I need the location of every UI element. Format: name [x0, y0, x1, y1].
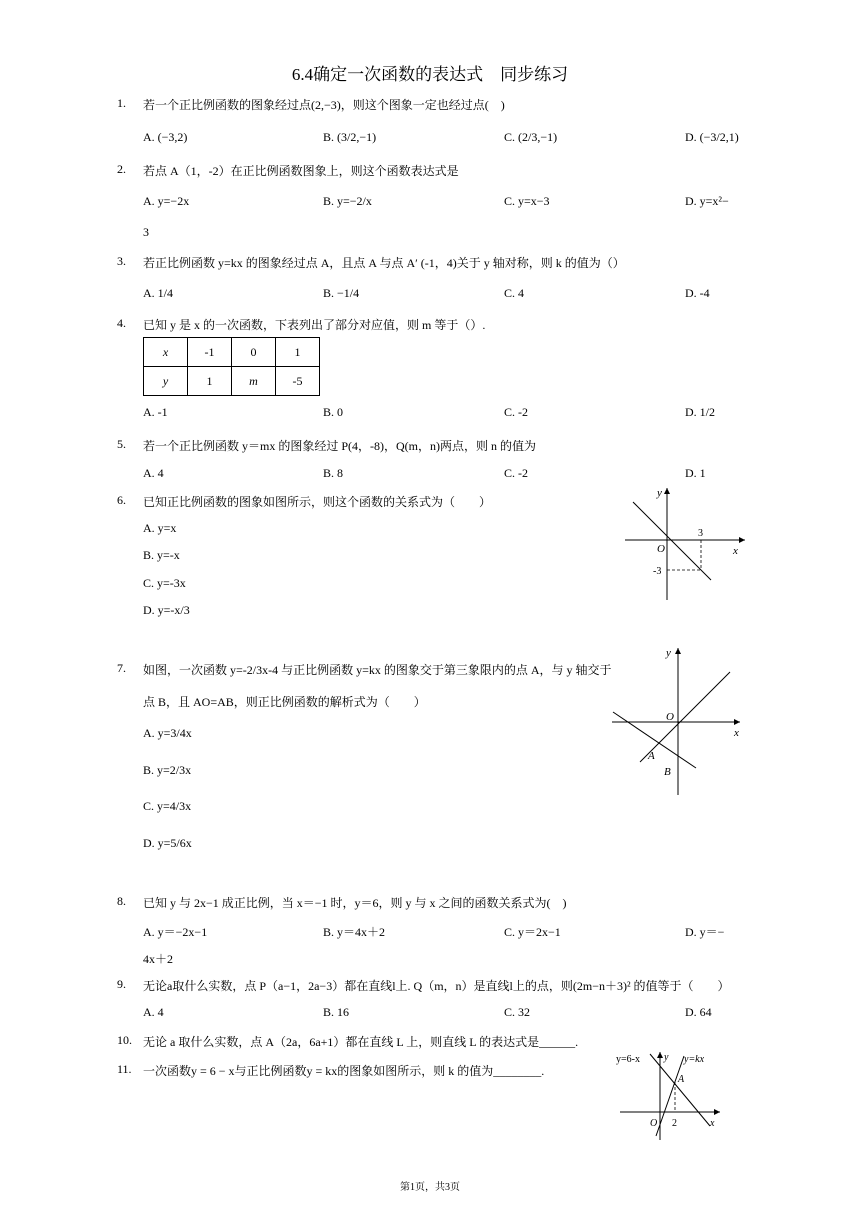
question-text: 无论 a 取什么实数，点 A（2a，6a+1）都在直线 L 上，则直线 L 的表达式是______.	[143, 1035, 579, 1049]
line-label: y=kx	[684, 1054, 705, 1065]
option-b: B. −1/4	[323, 286, 360, 300]
option-b: B. y=−2/x	[323, 194, 372, 208]
question-number: 11.	[117, 1062, 132, 1076]
question-number: 5.	[117, 437, 126, 451]
table-row	[144, 367, 320, 396]
line-label: y=6-x	[616, 1054, 640, 1065]
tick-label: 3	[698, 528, 703, 539]
option-d: D. y=x²−	[685, 194, 729, 208]
question-text: 若一个正比例函数的图象经过点(2,−3)，则这个图象一定也经过点( )	[143, 98, 505, 112]
option-b: B. 0	[323, 405, 344, 419]
option-d: D. 1	[685, 466, 706, 480]
table-cell: -1	[188, 338, 232, 367]
option-a: A. y=−2x	[143, 194, 190, 208]
question-text-continued: 点 B，且 AO=AB，则正比例函数的解析式为（ ）	[143, 695, 426, 709]
option-a: A. y=x	[143, 521, 177, 535]
option-a: A. 4	[143, 466, 164, 480]
option-d: D. 64	[685, 1005, 712, 1019]
axis-label-y: y	[657, 487, 662, 499]
q11-graph	[614, 1048, 724, 1143]
option-wrap: 3	[143, 225, 149, 239]
page-footer: 第1页，共3页	[400, 1182, 460, 1193]
option-c: C. y=x−3	[504, 194, 550, 208]
table-cell: m	[232, 367, 276, 396]
q7-graph	[608, 640, 748, 800]
origin-label: O	[666, 711, 674, 723]
table-cell: 0	[232, 338, 276, 367]
option-a: A. y=3/4x	[143, 726, 192, 740]
option-c: C. (2/3,−1)	[504, 130, 558, 144]
option-b: B. 8	[323, 466, 344, 480]
option-c: C. -2	[504, 466, 528, 480]
page-title: 6.4确定一次函数的表达式 同步练习	[291, 65, 569, 84]
option-b: B. y=-x	[143, 548, 180, 562]
axis-label-x: x	[710, 1118, 715, 1129]
question-text: 已知正比例函数的图象如图所示，则这个函数的关系式为（ ）	[143, 495, 492, 509]
option-d: D. y=-x/3	[143, 603, 190, 617]
axis-label-x: x	[733, 545, 738, 557]
question-number: 1.	[117, 96, 126, 110]
value-table	[143, 337, 320, 396]
table-row	[144, 338, 320, 367]
origin-label: O	[650, 1118, 658, 1129]
question-text: 一次函数y = 6 − x与正比例函数y = kx的图象如图所示，则 k 的值为________.	[143, 1064, 545, 1078]
option-b: B. (3/2,−1)	[323, 130, 377, 144]
tick-label: -3	[653, 566, 662, 577]
question-number: 3.	[117, 254, 126, 268]
origin-label: O	[657, 543, 665, 555]
option-d: D. y＝−	[685, 925, 725, 939]
question-text: 无论a取什么实数，点 P（a−1，2a−3）都在直线l上. Q（m，n）是直线l上的点，则(2m−n＋3)² 的值等于（ ）	[143, 979, 730, 993]
option-b: B. 16	[323, 1005, 350, 1019]
point-label-b: B	[664, 766, 671, 778]
question-number: 8.	[117, 894, 126, 908]
question-number: 6.	[117, 493, 126, 507]
option-a: A. 4	[143, 1005, 164, 1019]
question-number: 10.	[117, 1033, 132, 1047]
question-text: 已知 y 与 2x−1 成正比例，当 x＝−1 时，y＝6，则 y 与 x 之间的函数关系式为( )	[143, 896, 567, 910]
option-c: C. 4	[504, 286, 525, 300]
option-c: C. 32	[504, 1005, 531, 1019]
option-a: A. (−3,2)	[143, 130, 188, 144]
question-text: 若一个正比例函数 y＝mx 的图象经过 P(4，-8)，Q(m，n)两点，则 n 的值为	[143, 439, 536, 453]
table-cell: y	[144, 367, 188, 396]
option-c: C. -2	[504, 405, 528, 419]
table-cell: 1	[276, 338, 320, 367]
point-label-a: A	[678, 1074, 685, 1085]
option-wrap: 4x＋2	[143, 952, 174, 966]
point-label-a: A	[648, 750, 655, 762]
question-number: 7.	[117, 661, 126, 675]
option-c: C. y=-3x	[143, 576, 186, 590]
question-number: 2.	[117, 162, 126, 176]
option-d: D. 1/2	[685, 405, 715, 419]
table-cell: x	[144, 338, 188, 367]
table-cell: 1	[188, 367, 232, 396]
table-cell: -5	[276, 367, 320, 396]
option-a: A. -1	[143, 405, 168, 419]
question-number: 9.	[117, 977, 126, 991]
option-c: C. y=4/3x	[143, 799, 192, 813]
axis-label-y: y	[666, 647, 671, 659]
option-a: A. y＝−2x−1	[143, 925, 208, 939]
axis-label-y: y	[664, 1052, 669, 1063]
axis-label-x: x	[734, 727, 739, 739]
option-b: B. y=2/3x	[143, 763, 192, 777]
option-a: A. 1/4	[143, 286, 173, 300]
option-d: D. (−3/2,1)	[685, 130, 739, 144]
question-text: 若点 A（1，-2）在正比例函数图象上，则这个函数表达式是	[143, 164, 459, 178]
option-d: D. -4	[685, 286, 710, 300]
option-c: C. y＝2x−1	[504, 925, 561, 939]
q6-graph	[615, 480, 755, 605]
question-number: 4.	[117, 316, 126, 330]
question-text: 已知 y 是 x 的一次函数，下表列出了部分对应值，则 m 等于（）.	[143, 318, 486, 332]
option-d: D. y=5/6x	[143, 836, 192, 850]
question-text: 若正比例函数 y=kx 的图象经过点 A，且点 A 与点 A′ (-1，4)关于 y 轴对称，则 k 的值为（）	[143, 256, 625, 270]
tick-label: 2	[672, 1118, 677, 1129]
question-text: 如图，一次函数 y=-2/3x-4 与正比例函数 y=kx 的图象交于第三象限内的点 A，与 y 轴交于	[143, 663, 612, 677]
option-b: B. y＝4x＋2	[323, 925, 386, 939]
